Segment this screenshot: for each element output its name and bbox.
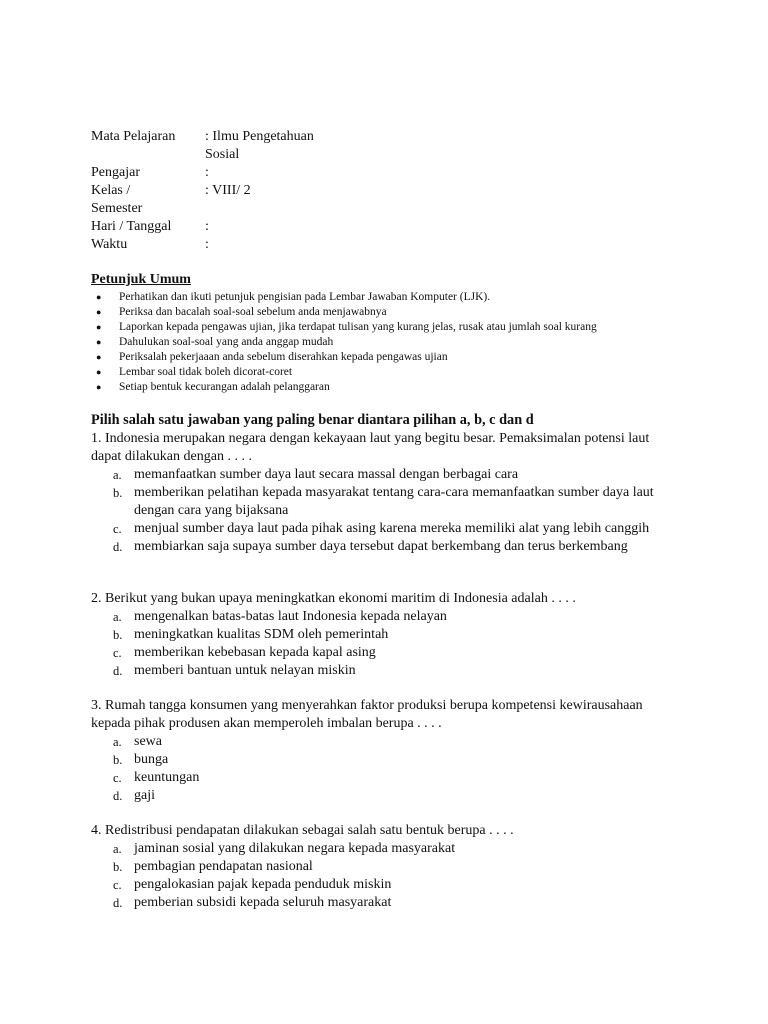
option-text: keuntungan	[134, 770, 200, 785]
question-2	[91, 590, 681, 680]
option-b	[91, 751, 681, 769]
info-label-line: Kelas /	[91, 183, 131, 198]
option-text: menjual sumber daya laut pada pihak asing karena mereka memiliki alat yang lebih canggih	[134, 521, 650, 536]
info-label: Mata Pelajaran	[91, 129, 176, 144]
option-a	[91, 840, 681, 858]
info-value: : VIII/ 2	[205, 183, 251, 198]
general-instructions-title: Petunjuk Umum	[91, 272, 191, 287]
option-letter: a.	[113, 842, 122, 856]
question-stem: 1. Indonesia merupakan negara dengan kekayaan laut yang begitu besar. Pemaksimalan potensi laut dapat dilakukan dengan . . . .	[91, 431, 650, 464]
info-row-date	[91, 218, 431, 236]
exam-info-table	[91, 128, 431, 254]
option-text: sewa	[134, 734, 162, 749]
option-letter: b.	[113, 753, 123, 767]
answer-options	[91, 608, 681, 680]
option-a	[91, 608, 681, 626]
option-text: memberikan kebebasan kepada kapal asing	[134, 645, 376, 660]
info-label: Waktu	[91, 237, 128, 252]
instruction-item: ● Periksa dan bacalah soal-soal sebelum anda menjawabnya	[91, 305, 691, 320]
option-letter: d.	[113, 664, 123, 678]
option-c	[91, 520, 681, 538]
info-label-line: Semester	[91, 201, 143, 216]
instruction-item: ● Dahulukan soal-soal yang anda anggap mudah	[91, 335, 691, 350]
option-text: memberi bantuan untuk nelayan miskin	[134, 663, 356, 678]
option-letter: c.	[113, 522, 122, 536]
question-3	[91, 697, 681, 805]
info-value-line: Sosial	[205, 147, 240, 162]
info-label: Pengajar	[91, 165, 140, 180]
option-letter: d.	[113, 896, 123, 910]
option-a	[91, 733, 681, 751]
option-letter: a.	[113, 735, 122, 749]
info-row-time	[91, 236, 431, 254]
answer-instruction: Pilih salah satu jawaban yang paling benar diantara pilihan a, b, c dan d	[91, 412, 534, 428]
answer-options	[91, 466, 681, 556]
option-text: gaji	[134, 788, 155, 803]
option-letter: c.	[113, 878, 122, 892]
info-label: Hari / Tanggal	[91, 219, 172, 234]
instruction-item: ● Periksalah pekerjaaan anda sebelum diserahkan kepada pengawas ujian	[91, 350, 691, 365]
question-1	[91, 430, 681, 556]
option-text: meningkatkan kualitas SDM oleh pemerintah	[134, 627, 389, 642]
option-d	[91, 787, 681, 805]
option-d	[91, 538, 681, 556]
instruction-item: ● Setiap bentuk kecurangan adalah pelanggaran	[91, 380, 691, 395]
option-text: pengalokasian pajak kepada penduduk miskin	[134, 877, 392, 892]
info-value-line: : Ilmu Pengetahuan	[205, 129, 314, 144]
option-letter: b.	[113, 860, 123, 874]
option-c	[91, 769, 681, 787]
question-stem: 3. Rumah tangga konsumen yang menyerahkan faktor produksi berupa kompetensi kewirausahaan kepada pihak produsen akan memperoleh imbalan berupa . . . .	[91, 698, 643, 731]
option-text: bunga	[134, 752, 169, 767]
option-b	[91, 858, 681, 876]
instruction-item: ● Laporkan kepada pengawas ujian, jika terdapat tulisan yang kurang jelas, rusak atau jumlah soal kurang	[91, 320, 691, 335]
info-label	[91, 182, 205, 218]
info-value	[205, 128, 431, 164]
option-letter: a.	[113, 468, 122, 482]
info-value: :	[205, 165, 209, 180]
option-letter: d.	[113, 540, 123, 554]
option-text: jaminan sosial yang dilakukan negara kepada masyarakat	[134, 841, 456, 856]
option-c	[91, 876, 681, 894]
info-row-subject	[91, 128, 431, 164]
option-letter: d.	[113, 789, 123, 803]
option-a	[91, 466, 681, 484]
option-d	[91, 662, 681, 680]
info-row-teacher	[91, 164, 431, 182]
option-letter: b.	[113, 486, 123, 500]
option-letter: c.	[113, 646, 122, 660]
option-text: memanfaatkan sumber daya laut secara massal dengan berbagai cara	[134, 467, 519, 482]
info-value: :	[205, 219, 209, 234]
instruction-item: ● Perhatikan dan ikuti petunjuk pengisian pada Lembar Jawaban Komputer (LJK).	[91, 290, 691, 305]
option-letter: c.	[113, 771, 122, 785]
answer-options	[91, 840, 681, 912]
option-letter: b.	[113, 628, 123, 642]
question-4	[91, 822, 681, 912]
info-value: :	[205, 237, 209, 252]
info-row-class-semester	[91, 182, 431, 218]
option-c	[91, 644, 681, 662]
option-d	[91, 894, 681, 912]
answer-options	[91, 733, 681, 805]
option-text: pembagian pendapatan nasional	[134, 859, 313, 874]
general-instructions-list	[91, 290, 691, 395]
question-stem: 2. Berikut yang bukan upaya meningkatkan ekonomi maritim di Indonesia adalah . . . .	[91, 591, 576, 606]
option-text: membiarkan saja supaya sumber daya tersebut dapat berkembang dan terus berkembang	[134, 539, 628, 554]
instruction-item: ● Lembar soal tidak boleh dicorat-coret	[91, 365, 691, 380]
option-text: pemberian subsidi kepada seluruh masyarakat	[134, 895, 392, 910]
option-b	[91, 484, 681, 520]
option-text: memberikan pelatihan kepada masyarakat tentang cara-cara memanfaatkan sumber daya laut dengan cara yang bijaksana	[134, 485, 654, 518]
option-letter: a.	[113, 610, 122, 624]
question-stem: 4. Redistribusi pendapatan dilakukan sebagai salah satu bentuk berupa . . . .	[91, 823, 514, 838]
option-text: mengenalkan batas-batas laut Indonesia kepada nelayan	[134, 609, 447, 624]
option-b	[91, 626, 681, 644]
